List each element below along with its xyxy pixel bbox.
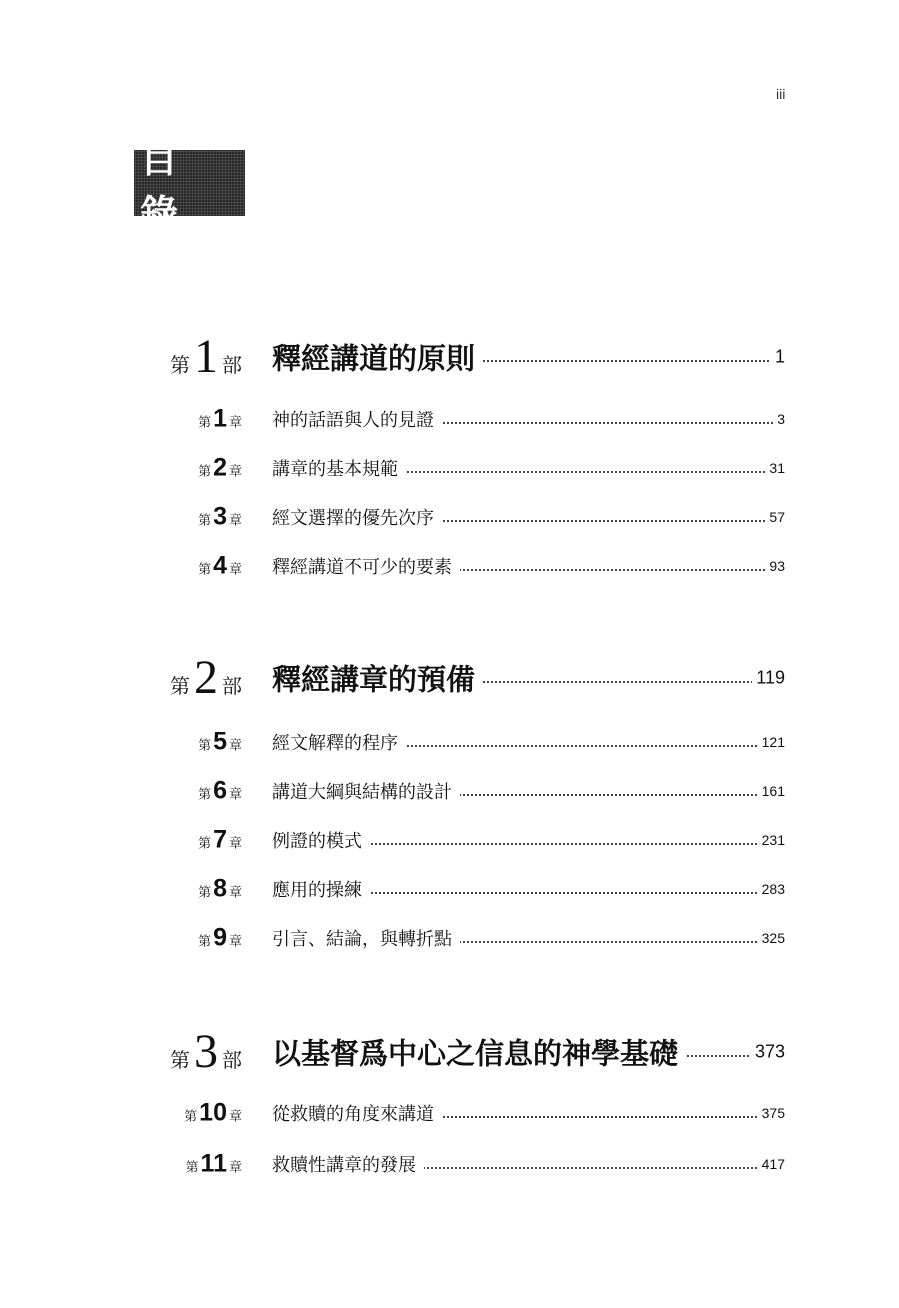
chapter-label	[198, 551, 242, 580]
part-number: 2	[194, 651, 218, 704]
chapter-page-number: 161	[758, 783, 785, 799]
toc-chapter-11[interactable]	[0, 1144, 899, 1184]
chapter-suffix: 章	[228, 415, 242, 431]
chapter-title: 救贖性講章的發展	[272, 1151, 424, 1177]
chapter-suffix: 章	[228, 562, 242, 578]
part-label	[170, 651, 242, 704]
toc-part-1[interactable]	[0, 330, 899, 383]
part-page-number: 1	[771, 347, 785, 368]
chapter-prefix: 第	[184, 1109, 198, 1125]
toc-chapter-10[interactable]	[0, 1093, 899, 1133]
chapter-title: 應用的操練	[272, 876, 370, 902]
toc-chapter-5[interactable]	[0, 722, 899, 762]
chapter-suffix: 章	[228, 738, 242, 754]
part-label	[170, 1025, 242, 1078]
toc-chapter-8[interactable]	[0, 869, 899, 909]
part-label	[170, 330, 242, 383]
toc-chapter-6[interactable]	[0, 771, 899, 811]
part-prefix: 第	[170, 353, 190, 377]
chapter-label	[198, 776, 242, 805]
toc-chapter-9[interactable]	[0, 918, 899, 958]
chapter-page-number: 93	[765, 558, 785, 574]
chapter-label	[198, 923, 242, 952]
chapter-prefix: 第	[198, 836, 212, 852]
toc-part-3[interactable]	[0, 1025, 899, 1078]
part-page-number: 119	[752, 668, 785, 689]
chapter-prefix: 第	[198, 513, 212, 529]
chapter-suffix: 章	[228, 885, 242, 901]
chapter-suffix: 章	[228, 464, 242, 480]
chapter-prefix: 第	[198, 464, 212, 480]
toc-chapter-2[interactable]	[0, 448, 899, 488]
part-prefix: 第	[170, 674, 190, 698]
chapter-label	[198, 727, 242, 756]
chapter-title: 經文解釋的程序	[272, 729, 406, 755]
chapter-prefix: 第	[198, 787, 212, 803]
part-title: 釋經講道的原則	[272, 337, 483, 378]
chapter-label	[198, 874, 242, 903]
chapter-page-number: 375	[758, 1105, 785, 1121]
part-title: 以基督爲中心之信息的神學基礎	[272, 1032, 686, 1073]
chapter-number: 9	[213, 923, 227, 952]
chapter-title: 經文選擇的優先次序	[272, 504, 442, 530]
chapter-label	[198, 502, 242, 531]
chapter-suffix: 章	[228, 787, 242, 803]
chapter-title: 引言、結論，與轉折點	[272, 925, 460, 951]
chapter-prefix: 第	[198, 934, 212, 950]
part-number: 1	[194, 330, 218, 383]
toc-chapter-1[interactable]	[0, 399, 899, 439]
chapter-suffix: 章	[228, 1160, 242, 1176]
chapter-number: 11	[200, 1149, 227, 1178]
chapter-title: 從救贖的角度來講道	[272, 1100, 442, 1126]
chapter-prefix: 第	[185, 1160, 199, 1176]
chapter-label	[184, 1098, 242, 1127]
chapter-title: 講章的基本規範	[272, 455, 406, 481]
toc-part-2[interactable]	[0, 651, 899, 704]
part-prefix: 第	[170, 1048, 190, 1072]
chapter-page-number: 417	[758, 1156, 785, 1172]
chapter-number: 4	[213, 551, 227, 580]
chapter-number: 8	[213, 874, 227, 903]
chapter-page-number: 283	[758, 881, 785, 897]
part-title: 釋經講章的預備	[272, 658, 483, 699]
chapter-page-number: 231	[758, 832, 785, 848]
chapter-suffix: 章	[228, 934, 242, 950]
chapter-label	[185, 1149, 242, 1178]
chapter-title: 例證的模式	[272, 827, 370, 853]
part-suffix: 部	[222, 353, 242, 377]
part-page-number: 373	[751, 1042, 785, 1063]
chapter-prefix: 第	[198, 885, 212, 901]
chapter-number: 2	[213, 453, 227, 482]
chapter-title: 講道大綱與結構的設計	[272, 778, 460, 804]
chapter-suffix: 章	[228, 836, 242, 852]
chapter-number: 6	[213, 776, 227, 805]
toc-chapter-3[interactable]	[0, 497, 899, 537]
chapter-title: 釋經講道不可少的要素	[272, 553, 460, 579]
chapter-page-number: 3	[773, 411, 785, 427]
part-suffix: 部	[222, 674, 242, 698]
chapter-title: 神的話語與人的見證	[272, 406, 442, 432]
part-number: 3	[194, 1025, 218, 1078]
chapter-suffix: 章	[228, 1109, 242, 1125]
chapter-prefix: 第	[198, 562, 212, 578]
toc-heading: 目 錄	[134, 150, 245, 216]
chapter-number: 10	[199, 1098, 227, 1127]
part-suffix: 部	[222, 1048, 242, 1072]
chapter-page-number: 57	[765, 509, 785, 525]
page-number: iii	[776, 86, 786, 102]
chapter-label	[198, 404, 242, 433]
toc-chapter-4[interactable]	[0, 546, 899, 586]
chapter-number: 3	[213, 502, 227, 531]
chapter-label	[198, 453, 242, 482]
chapter-number: 1	[213, 404, 227, 433]
toc-chapter-7[interactable]	[0, 820, 899, 860]
chapter-number: 5	[213, 727, 227, 756]
chapter-number: 7	[213, 825, 227, 854]
chapter-page-number: 325	[758, 930, 785, 946]
chapter-prefix: 第	[198, 738, 212, 754]
chapter-suffix: 章	[228, 513, 242, 529]
chapter-prefix: 第	[198, 415, 212, 431]
chapter-page-number: 31	[765, 460, 785, 476]
chapter-label	[198, 825, 242, 854]
chapter-page-number: 121	[758, 734, 785, 750]
